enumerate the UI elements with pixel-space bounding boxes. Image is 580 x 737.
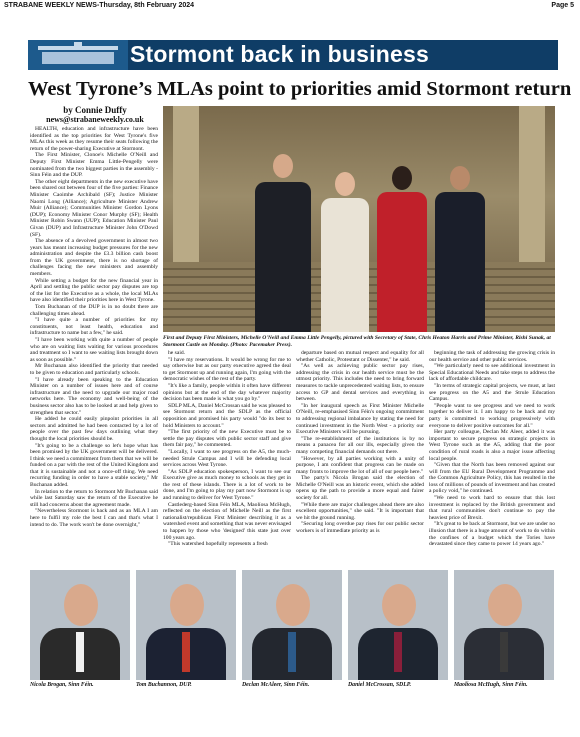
article-paragraph: Tom Buchanan of the DUP is in no doubt there are challenging times ahead. (30, 304, 158, 317)
portrait-body (40, 628, 120, 680)
portrait-tie (76, 632, 84, 672)
article-paragraph: Mr Buchanan also identified the priority that needed to be given to education and particularly schools. (30, 363, 158, 376)
article-paragraph: "This watershed hopefully represents a fresh (168, 541, 268, 548)
article-column-2 (163, 350, 291, 562)
article-paragraph: "I have my reservations. It would be wrong for me to say otherwise but as our party executive agreed the deal to get Stormont up and running again, I'm going with the democratic wishes of the rest of the party. (163, 356, 291, 383)
article-paragraph: "It's great to be back at Stormont, but we are under no illusion that there is a huge amount of work to do within the confines of a budget which the Tories have devastated since they came to power 14 years ago." (429, 521, 555, 548)
portrait-head (488, 584, 522, 626)
article-paragraph: Castlederg-based Sinn Féin MLA, Maolíosa McHugh, reflected on the election of Michelle Neill as the first nationalist/republican First Minister describing it as a watershed event and something that was never envisaged to happen by those who 'designed' this state just over 100 years ago. (163, 501, 291, 541)
byline-email[interactable]: news@strabaneweekly.co.uk (46, 115, 144, 124)
article-paragraph: "We need to work hard to ensure that this lost investment is replaced by the British government and that rural communities don't continue to pay the heaviest price of Brexit. (429, 495, 555, 521)
page-number: Page 5 (551, 2, 574, 9)
article-paragraph: "It's going to be a challenge so let's hope what has been promised by the UK government will be delivered. I think we need a commitment from them that we will be funded on a par with the rest of the United Kingdom and that it is sustainable and not a once-off thing. We need recurring funding in order to have a stable society," Mr Buchanan added. (30, 442, 158, 489)
byline-author: by Connie Duffy (63, 105, 127, 115)
portrait-head (382, 584, 416, 626)
article-paragraph: "As well as achieving public sector pay rises, addressing the crisis in our health service must be the utmost priority. This includes the need to bring forward measures to tackle unprecedented waiting lists, to ensure access to GP and dental services and everything in between. (296, 363, 424, 403)
article-paragraph: "I have already been speaking to the Education Minister on a number of issues here and of course infrastructure and the need to upgrade our major road networks here. The economy and well-being of the business sector also has to be looked at and help given to strengthen that sector." (30, 376, 158, 416)
portrait-tie (288, 632, 296, 672)
article-paragraph: "The re-establishment of the institutions is by no means a panacea for all our ills, especially given the many competing financial demands out there. (296, 435, 424, 455)
article-paragraph: "I have quite a number of priorities for my constituents, not least health, education and infrastructure to name but a few," he said. (30, 317, 158, 337)
article-paragraph: While setting a budget for the new financial year in April and settling the public sector pay disputes are top of the list for the Executive as a whole, the local MLAs have also identified their priorities here in West Tyrone. (30, 277, 158, 304)
photo-caption: First and Deputy First Ministers, Michelle O'Neill and Emma Little Pengelly, pictured with Secretary of State, Chris Heaton Harris and Prime Minister, Rishi Sunak, at Stormont Castle on Monday. (Photo: Pacemaker Press). (163, 335, 551, 348)
section-title: Stormont back in business (130, 41, 429, 67)
publication-date: STRABANE WEEKLY NEWS-Thursday, 8th February 2024 (4, 2, 195, 9)
mla-portrait-photo (136, 570, 236, 680)
article-paragraph: "While there are major challenges ahead there are also excellent opportunities," she said. "It is important that we hit the ground running. (296, 501, 424, 521)
portrait-tie (182, 632, 190, 672)
person-figure (377, 156, 427, 332)
portrait-caption: Nicola Brogan, Sinn Féin. (30, 682, 94, 688)
article-paragraph: "I have been working with quite a number of people who are on waiting lists waiting for various procedures and treatment so I want to see waiting lists brought down as soon as possible." (30, 337, 158, 363)
article-paragraph: "The first priority of the new Executive must be to settle the pay disputes with public sector staff and give them fair pay," he commented. (163, 429, 291, 449)
lead-photo (163, 106, 555, 332)
article-paragraph: "In her inaugural speech as First Minister Michelle O'Neill, re-emphasised Sinn Féin's ongoing commitment to addressing regional imbalance by stating the need for continued investment in the North West - a priority our Executive Ministers will be pursuing. (296, 402, 424, 436)
portrait-caption: Maolíosa McHugh, Sinn Féin. (454, 682, 528, 688)
article-paragraph: he said. (168, 350, 186, 356)
article-paragraph: The other eight departments in the new executive have been shared out between four of the five parties: Finance Minister Caoimhe Archibald (SF); Justice Minister Naomi Long (Alliance); Agriculture Minister Andrew Muir (Alliance); Communities Minister Gordon Lyons (DUP); Economy Minister Conor Murphy (SF); Health Minister Robin Swann (UUP); Education Minister Paul Givan (DUP) and Infrastructure Minister John O'Dowd (SF). (30, 178, 158, 238)
article-column-4 (429, 350, 555, 562)
article-paragraph: "Locally, I want to see progress on the A5, the much-needed Strule Campus and I will be defending local services across West Tyrone. (163, 448, 291, 469)
article-paragraph: Her party colleague, Declan Mc Aleer, added it was important to secure progress on strategic projects in West Tyrone such as the A5, adding that the poor condition of rural roads is also a major issue affecting local people. (429, 429, 555, 462)
portrait-body (146, 628, 226, 680)
article-paragraph: "People want to see progress and we need to work together to deliver it. I am happy to be back and my party is committed to working progressively with everyone to deliver positive outcomes for all." (429, 402, 555, 429)
article-paragraph: SDLP MLA, Daniel McCrossan said he was pleased to see Stormont return and the SDLP as the official opposition and promised his party would "do its best to hold Ministers to account." (163, 402, 291, 429)
article-paragraph: The party's Nicola Brogan said the election of Michelle O'Neill was an historic event, which she added opens up the path to provide a more equal and fairer society for all. (296, 475, 424, 502)
article-column-1 (30, 126, 158, 562)
person-figure (435, 156, 485, 332)
portrait-head (276, 584, 310, 626)
portrait-body (252, 628, 332, 680)
portrait-caption: Tom Buchannon, DUP. (136, 682, 192, 688)
portrait-caption: Daniel McCrossan, SDLP. (348, 682, 412, 688)
article-paragraph: "Securing long overdue pay rises for our public sector workers is of immediate priority as is (296, 521, 424, 535)
article-paragraph: beginning the task of addressing the growing crisis in our health service and other public services. (429, 350, 555, 363)
person-figure (321, 162, 369, 332)
article-paragraph: HEALTH, education and infrastructure have been identified as the top priorities for West Tyrone's five MLAs this week as they resume their seats following the return of the power-sharing Executive at Stormont. (30, 126, 158, 152)
person-figure (255, 142, 311, 332)
portrait-body (464, 628, 544, 680)
stormont-logo-icon (28, 40, 128, 70)
article-paragraph: "Nevertheless Stormont is back and as an MLA I am here to fulfil my role the best I can and that's what I intend to do. The work won't be done overnight," (30, 508, 158, 528)
article-paragraph: In relation to the return to Stormont Mr Buchanan said while last Saturday saw the return of the Executive he still had concerns about the agreement made. (30, 488, 158, 508)
article-paragraph: departure based on mutual respect and equality for all whether Catholic, Protestant or Dissenter," he said. (296, 350, 424, 363)
portrait-caption: Declan McAleer, Sinn Féin. (242, 682, 310, 688)
portrait-tie (500, 632, 508, 672)
article-paragraph: "However, by all parties working with a unity of purpose, I am confident that progress can be made on many fronts to improve the lot of all of our people here." (296, 455, 424, 475)
article-paragraph: The absence of a devolved government in almost two years has meant increasing budget pressures for the new administration and despite the £3.3 billion cash boost from the UK government, there is no shortage of challenges facing the new ministers and assembly members. (30, 238, 158, 278)
article-paragraph: The First Minister, Clonoe's Michelle O'Neill and Deputy First Minister Emma Little-Pengelly were nominated from the two biggest parties in the assembly - Sinn Féin and the DUP. (30, 152, 158, 179)
article-paragraph: He added he could easily pinpoint priorities in all sectors and admitted he had been contacted by a lot of people over the past few days outlining what they thought the local priorities should be. (30, 416, 158, 442)
article-paragraph: "It's like a family, people within it often have different opinions but at the end of the day whatever majority decision has been made is what you go by." (163, 382, 291, 403)
byline (30, 106, 160, 124)
mla-portrait-photo (242, 570, 342, 680)
portrait-tie (394, 632, 402, 672)
portrait-head (64, 584, 98, 626)
article-headline: West Tyrone’s MLAs point to priorities amid Stormont return (28, 78, 572, 100)
article-paragraph: "Given that the North has been removed against our will from the EU Rural Development Programme and the Common Agriculture Policy, this has resulted in the loss of millions of pounds of investment and has created a policy void," he continued. (429, 462, 555, 495)
mla-portrait-photo (348, 570, 448, 680)
article-paragraph: "In terms of strategic capital projects, we must, at last see progress on the A5 and the Strule Education Campus. (429, 382, 555, 403)
portrait-body (358, 628, 438, 680)
portrait-head (170, 584, 204, 626)
page-header (0, 0, 580, 16)
mla-portrait-photo (30, 570, 130, 680)
mla-portrait-photo (454, 570, 554, 680)
article-column-3 (296, 350, 424, 562)
article-paragraph: "As SDLP education spokesperson, I want to see our Executive give as much money to schools as they get in the rest of these islands. There is a lot of work to be done, and I'm going to play my part now Stormont is up and running to deliver for West Tyrone." (163, 468, 291, 502)
article-paragraph: "We particularly need to see additional investment in Special Educational Needs and take steps to address the lack of affordable childcare. (429, 363, 555, 383)
